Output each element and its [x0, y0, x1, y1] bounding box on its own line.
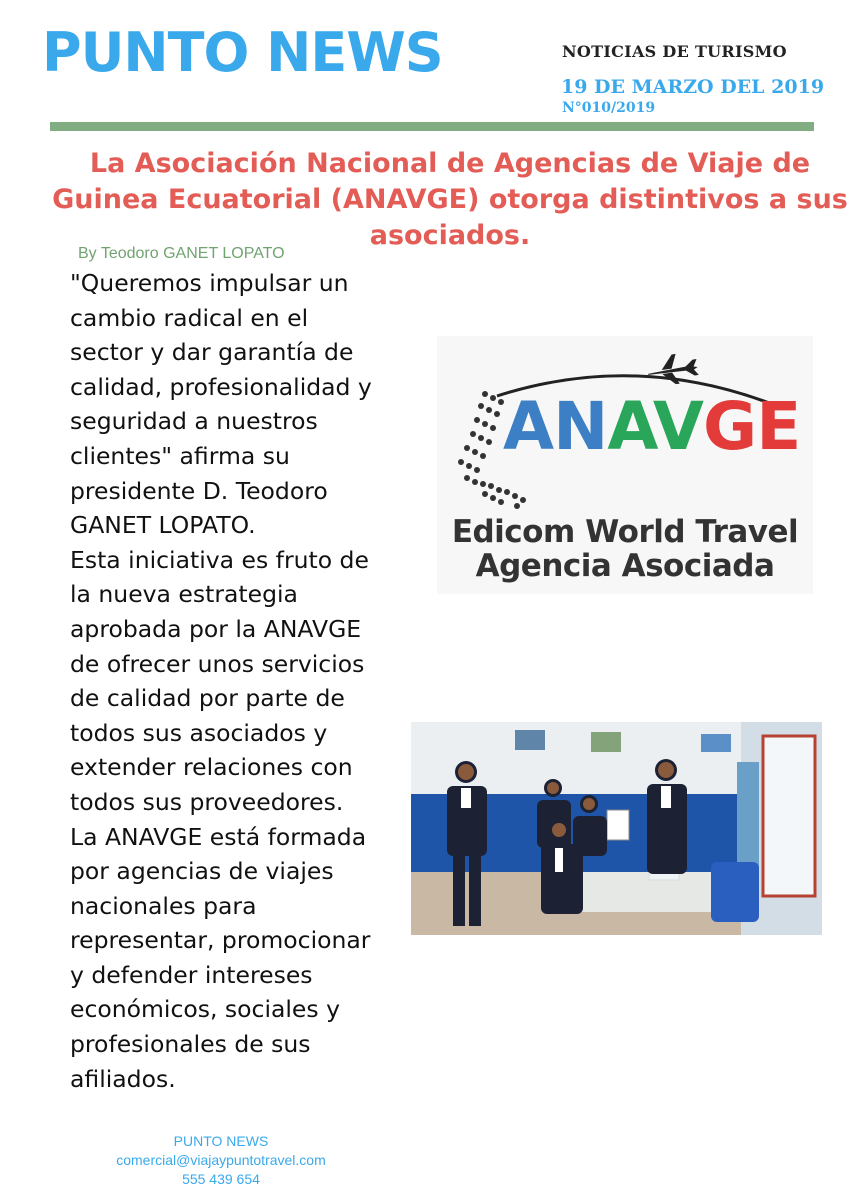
- article-headline: La Asociación Nacional de Agencias de Viaje de Guinea Ecuatorial (ANAVGE) otorga distintivos a sus asociados.: [52, 148, 848, 251]
- issue-date: 19 DE MARZO DEL 2019: [561, 76, 825, 98]
- masthead-title: PUNTO NEWS: [42, 21, 443, 84]
- article-byline: By Teodoro GANET LOPATO: [78, 245, 285, 262]
- header-divider: [50, 122, 814, 131]
- anavge-logo: [437, 336, 813, 594]
- article-body: "Queremos impulsar un cambio radical en el sector y dar garantía de calidad, profesionalidad y seguridad a nuestros clientes" afirma su presidente D. Teodoro GANET LOPATO. Esta iniciativa es fruto de la nueva estrategia aprobada por la ANAVGE de ofrecer unos servicios de calidad por parte de todos sus asociados y extender relaciones con todos sus proveedores. La ANAVGE está formada por agencias de viajes nacionales para representar, promocionar y defender intereses económicos, sociales y profesionales de sus afiliados.: [70, 269, 372, 1093]
- footer-phone[interactable]: 555 439 654: [182, 1171, 260, 1187]
- footer-email[interactable]: comercial@viajaypuntotravel.com: [116, 1152, 326, 1168]
- section-label: NOTICIAS DE TURISMO: [562, 42, 787, 61]
- footer-publication-name: PUNTO NEWS: [173, 1133, 269, 1149]
- logo-agency-name: Edicom World Travel: [451, 514, 799, 550]
- logo-wordmark: ANAVGE: [503, 388, 801, 465]
- office-photo: [411, 722, 822, 935]
- logo-agency-status: Agencia Asociada: [475, 548, 775, 584]
- office-photo-illustration: [411, 722, 822, 935]
- issue-number: N°010/2019: [562, 100, 656, 116]
